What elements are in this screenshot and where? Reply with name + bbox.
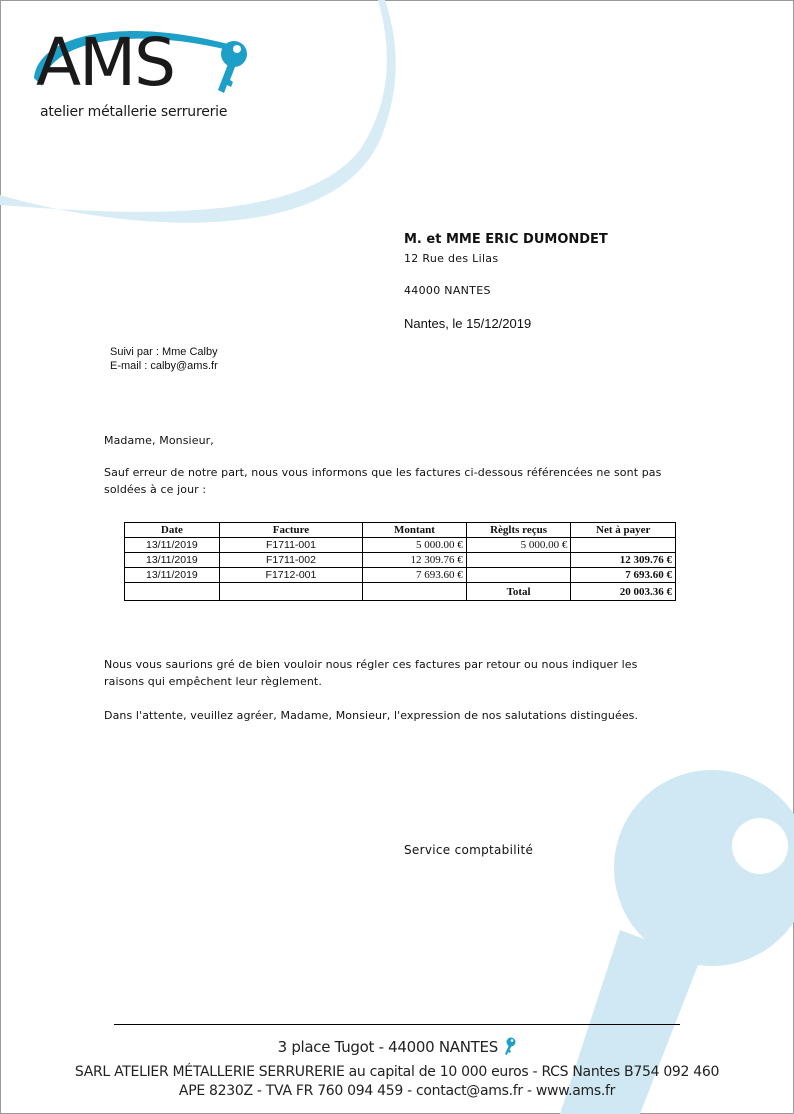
cell-net: 12 309.76 € (571, 553, 676, 568)
footer-address (0, 1037, 794, 1056)
cell-invoice: F1711-002 (219, 553, 362, 568)
table-row (125, 553, 676, 568)
header-amount: Montant (363, 523, 467, 538)
cell-received: 5 000.00 € (466, 538, 571, 553)
footer-key-icon (502, 1037, 516, 1055)
table-total-row (125, 583, 676, 601)
key-logo-icon (200, 38, 252, 100)
contact-email: E-mail : calby@ams.fr (110, 360, 218, 372)
cell-date: 13/11/2019 (125, 568, 220, 583)
logo-text: AMS (36, 24, 174, 101)
cell-net: 7 693.60 € (571, 568, 676, 583)
recipient-city: 44000 NANTES (404, 284, 491, 297)
recipient-street: 12 Rue des Lilas (404, 252, 499, 265)
cell-empty (219, 583, 362, 601)
footer-legal: SARL ATELIER MÉTALLERIE SERRURERIE au capital de 10 000 euros - RCS Nantes B754 092 460 (74, 1064, 720, 1080)
header-invoice: Facture (219, 523, 362, 538)
intro-paragraph: Sauf erreur de notre part, nous vous informons que les factures ci-dessous référencées ne sont pas soldées à ce jour : (104, 466, 662, 496)
cell-received (466, 553, 571, 568)
cell-received (466, 568, 571, 583)
invoice-table (124, 522, 676, 601)
logo-tagline: atelier métallerie serrurerie (40, 104, 228, 120)
cell-empty (363, 583, 467, 601)
signature: Service comptabilité (404, 843, 534, 857)
cell-invoice: F1711-001 (219, 538, 362, 553)
letter-date: Nantes, le 15/12/2019 (404, 316, 532, 331)
cell-amount: 5 000.00 € (363, 538, 467, 553)
header-date: Date (125, 523, 220, 538)
cell-date: 13/11/2019 (125, 553, 220, 568)
header-net: Net à payer (571, 523, 676, 538)
cell-net (571, 538, 676, 553)
table-header-row (125, 523, 676, 538)
total-label: Total (466, 583, 571, 601)
footer-divider (114, 1024, 680, 1025)
handled-by: Suivi par : Mme Calby (110, 346, 218, 358)
table-row (125, 568, 676, 583)
header-received: Règlts reçus (466, 523, 571, 538)
cell-invoice: F1712-001 (219, 568, 362, 583)
table-row (125, 538, 676, 553)
cell-empty (125, 583, 220, 601)
total-value: 20 003.36 € (571, 583, 676, 601)
cell-date: 13/11/2019 (125, 538, 220, 553)
follow-up-block (110, 345, 218, 373)
body-paragraph-2: Dans l'attente, veuillez agréer, Madame, Monsieur, l'expression de nos salutations distinguées. (104, 709, 639, 722)
body-paragraph-1: Nous vous saurions gré de bien vouloir nous régler ces factures par retour ou nous indiquer les raisons qui empêchent leur règlement. (104, 658, 638, 688)
greeting: Madame, Monsieur, (104, 434, 214, 447)
cell-amount: 12 309.76 € (363, 553, 467, 568)
footer-address-text: 3 place Tugot - 44000 NANTES (277, 1038, 498, 1056)
cell-amount: 7 693.60 € (363, 568, 467, 583)
footer-contact: APE 8230Z - TVA FR 760 094 459 - contact@ams.fr - www.ams.fr (178, 1083, 616, 1099)
recipient-name: M. et MME ERIC DUMONDET (404, 232, 608, 247)
recipient-block (404, 232, 608, 247)
